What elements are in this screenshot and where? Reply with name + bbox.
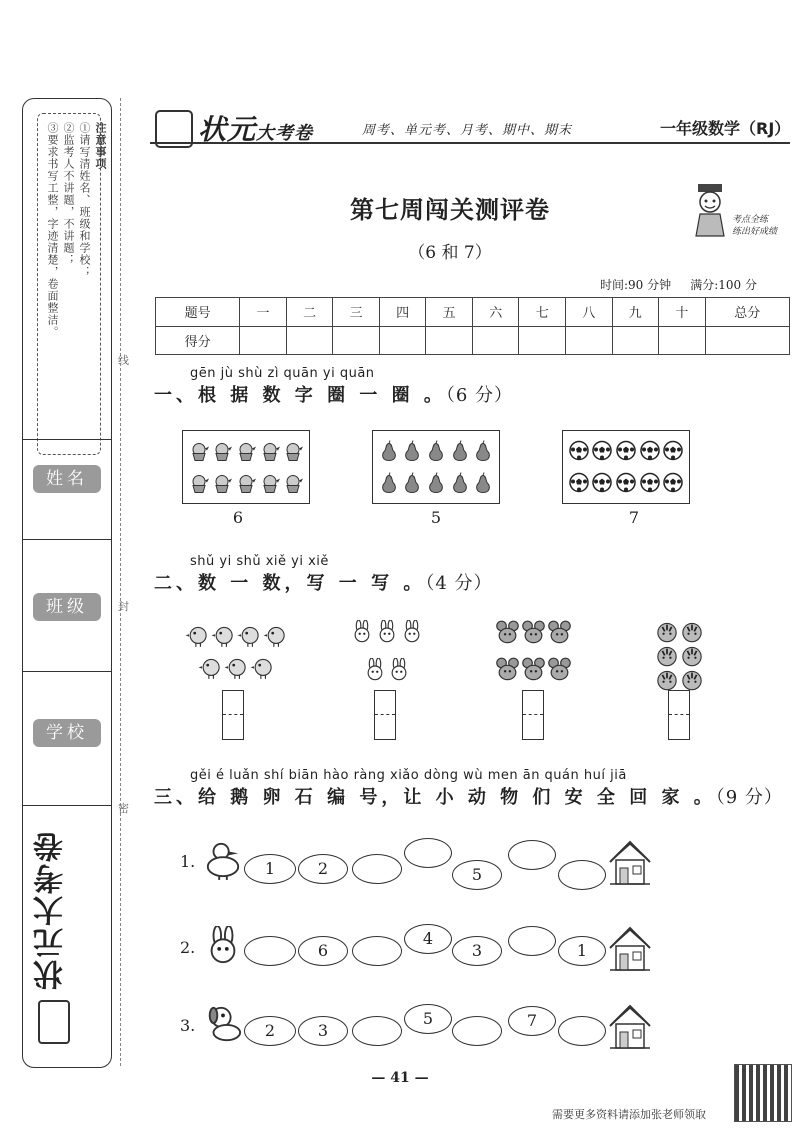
cut-line [120, 98, 121, 1066]
score-input-cell[interactable] [426, 326, 473, 355]
score-cell: 五 [426, 298, 473, 327]
stepping-stone[interactable] [508, 840, 556, 870]
sidebar-logo-badge-icon [38, 1000, 70, 1044]
sidebar-divider [23, 539, 111, 540]
section3-points: （9 分） [715, 787, 783, 808]
soccer-ball-icon [614, 467, 638, 499]
stepping-stone[interactable] [244, 936, 296, 966]
dog-icon [204, 1004, 242, 1048]
ball-grid [567, 435, 685, 499]
pear-icon [424, 467, 448, 499]
section2-pinyin: shǔ yi shǔ xiě yi xiě [190, 554, 329, 569]
sidebar-divider [23, 671, 111, 672]
pear-group-number: 5 [430, 508, 442, 527]
pear-icon [471, 467, 495, 499]
row-number: 3. [180, 1016, 196, 1035]
stepping-stone[interactable] [558, 1016, 606, 1046]
rabbit-icon [350, 620, 375, 644]
section1-pinyin: gēn jù shù zì quān yi quān [190, 366, 375, 381]
stepping-stone: 4 [404, 924, 452, 954]
mouse-icon [520, 620, 546, 645]
stepping-stone: 3 [452, 936, 502, 966]
page-title: 第七周闯关测评卷 [350, 195, 550, 224]
rabbit-icon [399, 620, 424, 644]
footer-note: 需要更多资料请添加张老师领取 [552, 1108, 706, 1121]
stepping-stone: 2 [244, 1016, 296, 1046]
chick-icon [197, 656, 223, 680]
stepping-stone[interactable] [452, 1016, 502, 1046]
rabbit-icon [387, 658, 412, 682]
score-cell: 九 [612, 298, 659, 327]
soccer-ball-icon [614, 435, 638, 467]
answer-box-mouse[interactable] [522, 690, 544, 740]
chick-icon [262, 624, 288, 648]
notice-line-3: ③要求书写工整，字迹清楚，卷面整洁。 [46, 122, 59, 338]
slogan-line-2: 练出好成绩 [732, 227, 778, 237]
pear-grid [377, 435, 495, 499]
exam-full-score: 满分:100 分 [690, 278, 757, 292]
mouse-icon [546, 657, 572, 682]
house-icon [608, 926, 652, 974]
brand-main: 状元 [198, 113, 257, 146]
soccer-ball-icon [567, 435, 591, 467]
score-cell: 六 [472, 298, 519, 327]
class-field-label: 班级 [33, 593, 101, 621]
row-number: 1. [180, 852, 196, 871]
score-table [155, 297, 790, 355]
cut-word-seal: 封 [118, 600, 129, 613]
rabbit-icon [204, 926, 242, 970]
answer-box-tiger[interactable] [668, 690, 690, 740]
stepping-stone[interactable] [352, 936, 402, 966]
row-number: 2. [180, 938, 196, 957]
section1-points: （6 分） [445, 385, 514, 406]
score-input-cell[interactable] [659, 326, 706, 355]
score-table-header-row [156, 298, 790, 327]
pear-icon [377, 467, 401, 499]
name-field-label: 姓名 [33, 465, 101, 493]
mouse-group [494, 620, 572, 682]
pear-group-box[interactable] [372, 430, 500, 504]
exam-time: 时间:90 分钟 [600, 278, 672, 292]
cut-word-secret: 密 [118, 802, 129, 815]
bird-group-number: 6 [232, 508, 244, 527]
score-input-cell[interactable] [333, 326, 380, 355]
bird-icon [281, 467, 305, 499]
soccer-ball-icon [591, 435, 615, 467]
stepping-stone: 6 [298, 936, 348, 966]
pear-icon [377, 435, 401, 467]
chick-icon [249, 656, 275, 680]
score-cell: 十 [659, 298, 706, 327]
mascot-icon [688, 182, 732, 242]
score-cell: 七 [519, 298, 566, 327]
slogan-line-1: 考点全练 [732, 215, 769, 225]
bird-icon [187, 467, 211, 499]
tiger-icon [654, 644, 679, 668]
tiger-group [654, 620, 704, 682]
tiger-icon [679, 620, 704, 644]
bird-group-box[interactable] [182, 430, 310, 504]
stepping-stone[interactable] [558, 860, 606, 890]
slogan [732, 214, 796, 238]
bird-icon [258, 467, 282, 499]
header-rule [150, 142, 790, 144]
section2-title-text: 二、数 一 数，写 一 写 。 [154, 573, 426, 594]
duck-icon [204, 840, 242, 884]
mouse-icon [494, 620, 520, 645]
tiger-icon [654, 668, 679, 692]
bird-icon [258, 435, 282, 467]
score-input-cell[interactable] [566, 326, 613, 355]
chick-group [184, 624, 288, 680]
soccer-ball-icon [638, 467, 662, 499]
page-subtitle: （6 和 7） [408, 243, 492, 263]
score-input-cell[interactable] [379, 326, 426, 355]
bird-icon [234, 435, 258, 467]
stepping-stone[interactable] [508, 926, 556, 956]
sidebar-logo: 状元大考卷 [34, 830, 69, 990]
soccer-ball-icon [661, 435, 685, 467]
bird-icon [187, 435, 211, 467]
score-cell: 三 [333, 298, 380, 327]
tiger-icon [654, 620, 679, 644]
section3-title-text: 三、给 鹅 卵 石 编 号，让 小 动 物 们 安 全 回 家 。 [154, 787, 716, 808]
pear-icon [448, 435, 472, 467]
score-input-cell[interactable] [705, 326, 789, 355]
bird-icon [281, 435, 305, 467]
stepping-stone: 5 [452, 860, 502, 890]
rabbit-icon [375, 620, 400, 644]
score-cell: 一 [240, 298, 287, 327]
chick-icon [223, 656, 249, 680]
answer-box-rabbit[interactable] [374, 690, 396, 740]
chick-icon [210, 624, 236, 648]
notice-text [44, 122, 108, 338]
soccer-ball-icon [638, 435, 662, 467]
bird-icon [211, 467, 235, 499]
tiger-icon [679, 668, 704, 692]
pear-icon [471, 435, 495, 467]
rabbit-group [350, 620, 424, 682]
mouse-icon [520, 657, 546, 682]
stepping-stone: 7 [508, 1006, 556, 1036]
bird-icon [234, 467, 258, 499]
score-table-score-row [156, 326, 790, 355]
notice-box [37, 113, 107, 455]
tiger-icon [679, 644, 704, 668]
score-row-label: 得分 [156, 326, 240, 355]
score-input-cell[interactable] [519, 326, 566, 355]
score-cell: 总分 [705, 298, 789, 327]
notice-line-1: ①请写清姓名、班级和学校； [78, 122, 91, 278]
sidebar-divider [23, 805, 111, 806]
stepping-stone: 2 [298, 854, 348, 884]
section3-title [154, 783, 783, 809]
stepping-stone[interactable] [352, 1016, 402, 1046]
stepping-stone: 1 [244, 854, 296, 884]
pear-icon [448, 467, 472, 499]
soccer-ball-icon [567, 467, 591, 499]
exam-meta [600, 276, 757, 293]
section2-title [154, 569, 493, 595]
cut-word-line: 线 [118, 354, 129, 367]
section1-title-text: 一、根 据 数 字 圈 一 圈 。 [154, 385, 446, 406]
stepping-stone: 5 [404, 1004, 452, 1034]
mouse-icon [546, 620, 572, 645]
soccer-ball-icon [661, 467, 685, 499]
bird-icon [211, 435, 235, 467]
notice-line-2: ②监考人不讲题，不讲题； [62, 122, 75, 266]
pear-icon [424, 435, 448, 467]
brand-small: 大考卷 [256, 123, 314, 144]
score-input-cell[interactable] [472, 326, 519, 355]
qr-code-icon [734, 1064, 792, 1122]
stepping-stone: 1 [558, 936, 606, 966]
chick-icon [236, 624, 262, 648]
school-field-label: 学校 [33, 719, 101, 747]
score-cell: 八 [566, 298, 613, 327]
house-icon [608, 1004, 652, 1052]
score-input-cell[interactable] [612, 326, 659, 355]
rabbit-icon [362, 658, 387, 682]
grade-subject: 一年级数学（RJ） [660, 119, 791, 138]
stepping-stone[interactable] [404, 838, 452, 868]
mouse-icon [494, 657, 520, 682]
section1-title [154, 381, 513, 407]
house-icon [608, 840, 652, 888]
score-cell: 二 [286, 298, 333, 327]
score-input-cell[interactable] [240, 326, 287, 355]
sidebar-divider [23, 439, 111, 440]
score-input-cell[interactable] [286, 326, 333, 355]
pear-icon [401, 467, 425, 499]
score-cell: 题号 [156, 298, 240, 327]
page-number: — 41 — [371, 1070, 429, 1086]
bird-grid [187, 435, 305, 499]
stepping-stone[interactable] [352, 854, 402, 884]
chick-icon [184, 624, 210, 648]
exam-types: 周考、单元考、月考、期中、期末 [362, 123, 573, 138]
ball-group-number: 7 [628, 508, 640, 527]
section3-pinyin: gěi é luǎn shí biān hào ràng xiǎo dòng wù men ān quán huí jiā [190, 768, 627, 783]
score-cell: 四 [379, 298, 426, 327]
pear-icon [401, 435, 425, 467]
notice-title: 注意事项 [94, 122, 107, 170]
section2-points: （4 分） [425, 573, 493, 594]
ball-group-box[interactable] [562, 430, 690, 504]
stepping-stone: 3 [298, 1016, 348, 1046]
answer-box-chick[interactable] [222, 690, 244, 740]
soccer-ball-icon [591, 467, 615, 499]
